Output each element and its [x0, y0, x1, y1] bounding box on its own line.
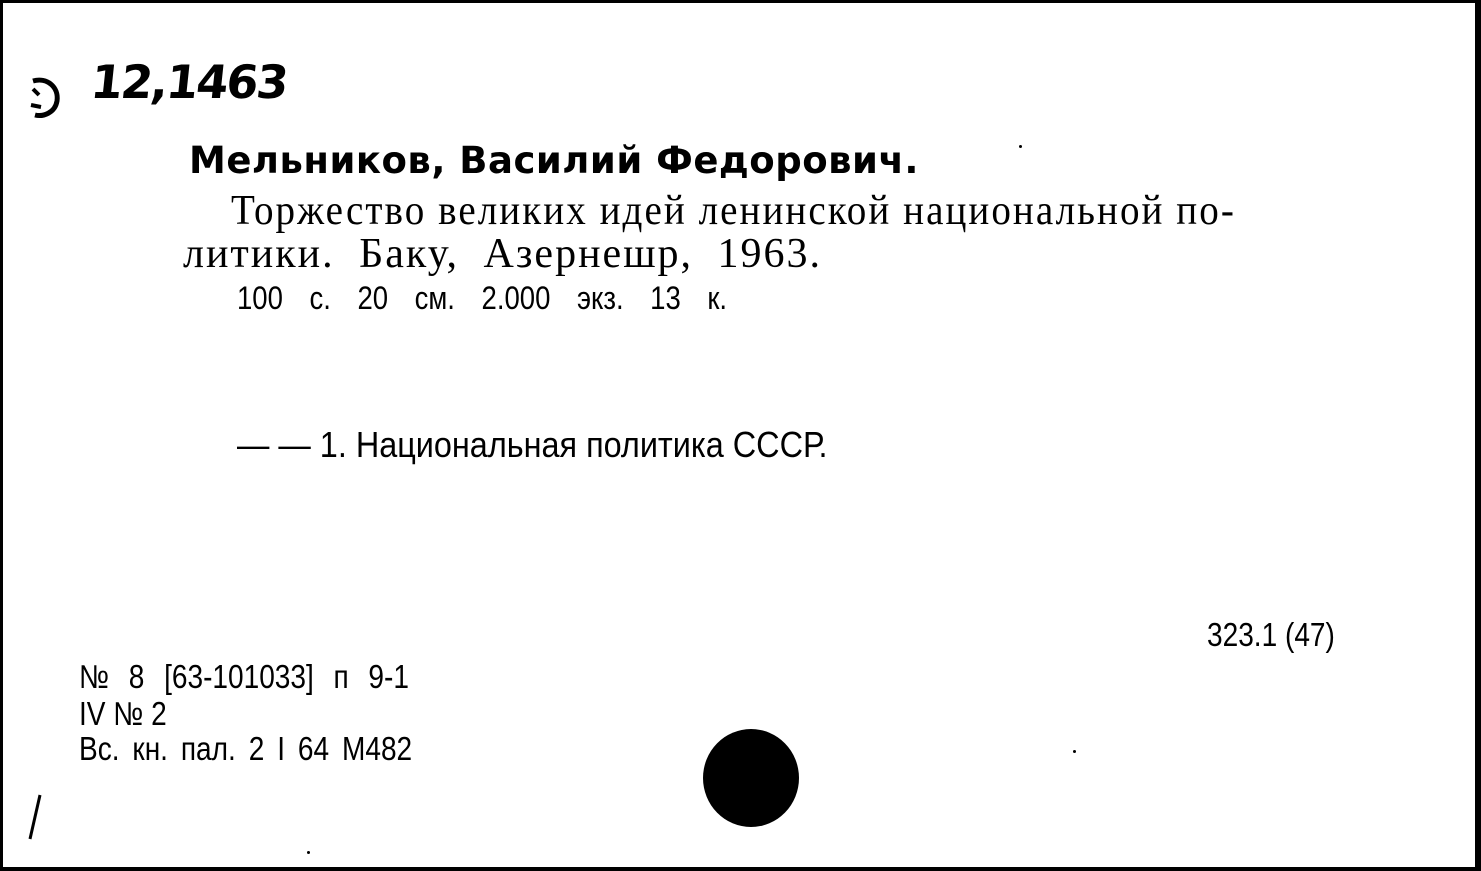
speck-mark — [1073, 750, 1076, 753]
handwritten-mark-icon — [29, 75, 63, 121]
classification-number: 323.1 (47) — [1207, 616, 1335, 653]
punch-hole — [703, 729, 799, 827]
title-line-1: Торжество великих идей ленинской национальной по- — [231, 188, 1236, 234]
library-record-line-1: № 8 [63-101033] п 9-1 — [79, 658, 409, 695]
slash-mark-icon — [27, 793, 43, 841]
handwritten-call-number: 12,1463 — [88, 55, 290, 109]
library-record-line-3: Вс. кн. пал. 2 I 64 М482 — [79, 730, 413, 767]
library-record-line-2: IV № 2 — [79, 695, 167, 732]
speck-mark — [1019, 145, 1022, 148]
subject-heading: — — 1. Национальная политика СССР. — [237, 424, 828, 465]
speck-mark — [307, 851, 310, 854]
author-heading: Мельников, Василий Федорович. — [189, 139, 919, 182]
title-line-2: литики. Баку, Азернешр, 1963. — [183, 231, 823, 277]
physical-description: 100 с. 20 см. 2.000 экз. 13 к. — [237, 280, 728, 316]
